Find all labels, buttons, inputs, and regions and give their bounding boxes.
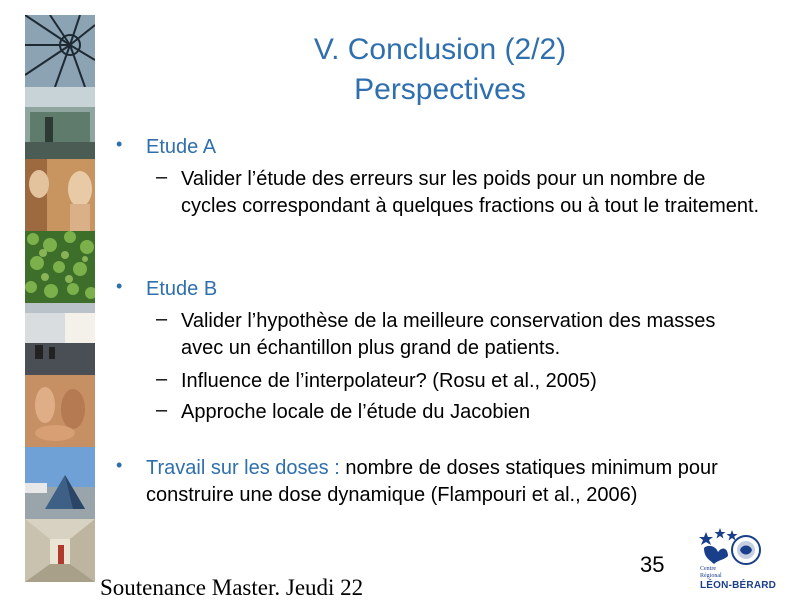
- page-number: 35: [640, 552, 665, 577]
- dash-icon: –: [156, 308, 168, 330]
- slide-title: [200, 30, 680, 110]
- title-line-1: V. Conclusion (2/2): [313, 33, 567, 66]
- dash-icon: –: [156, 166, 168, 188]
- pyramid-photo: [25, 447, 95, 519]
- section-heading: Travail sur les doses :: [146, 457, 340, 479]
- sidebar-photo-strip: [25, 15, 95, 582]
- building-photo: [25, 87, 95, 159]
- section-heading: Etude A: [146, 136, 217, 158]
- logo-name-text: LÉON-BÉRARD: [700, 580, 777, 591]
- dash-icon: –: [156, 368, 168, 390]
- bullet-dot-icon: •: [116, 134, 123, 154]
- sub-bullet-text: Approche locale de l’étude du Jacobien: [181, 401, 531, 423]
- sub-bullet-text: Valider l’étude des erreurs sur les poids pour un nombre de cycles correspondant à quelques fractions ou à tout le traitement.: [181, 168, 760, 217]
- dash-icon: –: [156, 399, 168, 421]
- relief-photo: [25, 375, 95, 447]
- ivy-wall-photo: [25, 231, 95, 303]
- bullet-text: [146, 455, 766, 509]
- footer-text: Soutenance Master. Jeudi 22: [100, 575, 364, 600]
- section-heading: Etude B: [146, 278, 218, 300]
- logo-emblem-icon: [698, 526, 780, 570]
- corridor-photo: [25, 519, 95, 582]
- logo-small-text: Centre Régional: [700, 566, 722, 579]
- bullet-dot-icon: •: [116, 276, 123, 296]
- glass-roof-photo: [25, 15, 95, 87]
- statue-photo: [25, 159, 95, 231]
- section-text: nombre de doses statiques minimum pour construire une dose dynamique (Flampouri et al., 2006): [146, 457, 718, 506]
- bullet-dot-icon: •: [116, 455, 123, 475]
- sub-bullet-text: Influence de l’interpolateur? (Rosu et al., 2005): [181, 370, 597, 392]
- title-line-2: Perspectives: [354, 73, 526, 106]
- sub-bullet-text: Valider l’hypothèse de la meilleure conservation des masses avec un échantillon plus grand de patients.: [181, 310, 716, 359]
- hallway-photo: [25, 303, 95, 375]
